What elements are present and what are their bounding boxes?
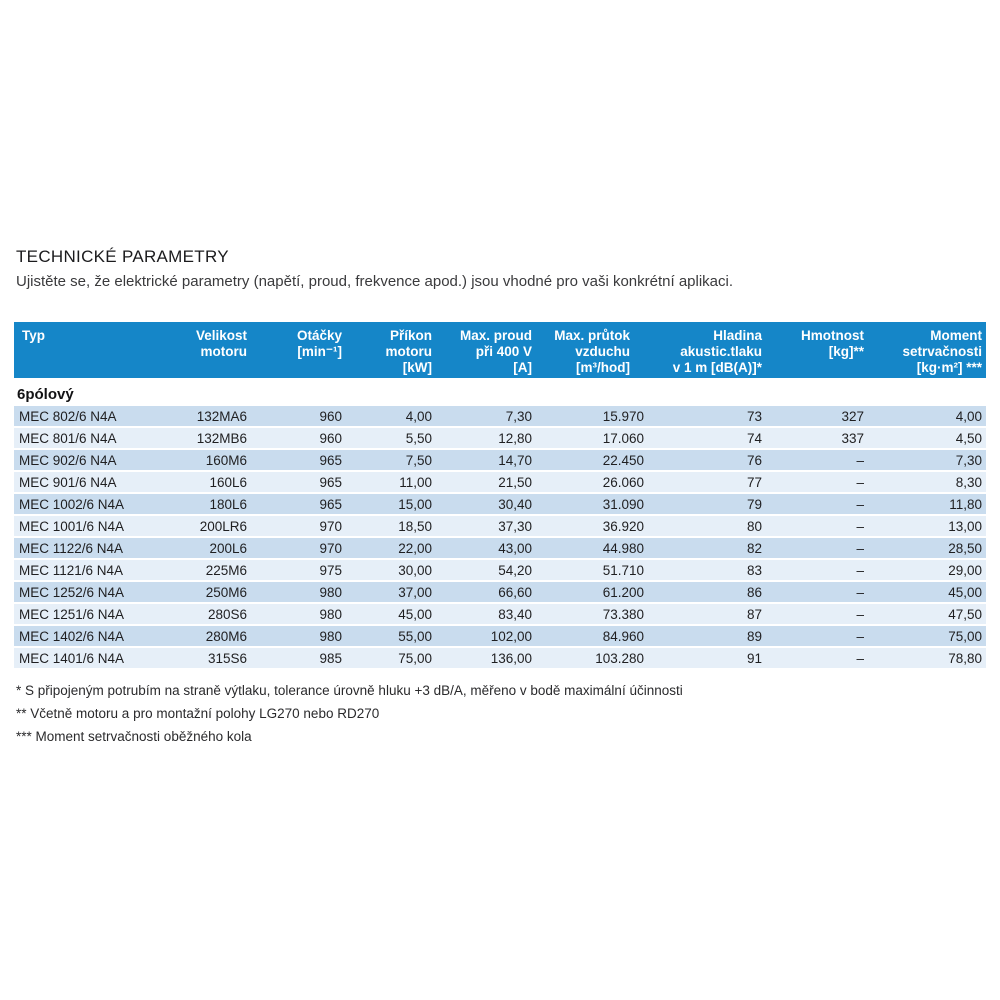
table-cell: 73.380 <box>536 603 648 625</box>
table-row <box>14 537 986 559</box>
table-cell: 970 <box>251 515 346 537</box>
table-cell: 86 <box>648 581 766 603</box>
header-cell-1 <box>14 322 156 378</box>
table-cell: 7,50 <box>346 449 436 471</box>
table-cell: 45,00 <box>346 603 436 625</box>
table-cell: 980 <box>251 625 346 647</box>
table-cell: MEC 902/6 N4A <box>14 449 156 471</box>
table-cell: – <box>766 471 868 493</box>
table-cell: 8,30 <box>868 471 986 493</box>
table-cell: 7,30 <box>868 449 986 471</box>
header-line: Typ <box>22 328 45 343</box>
table-row <box>14 559 986 581</box>
header-line: Příkon <box>389 328 432 343</box>
technical-parameters-table <box>14 322 986 670</box>
table-cell: 4,00 <box>346 406 436 427</box>
table-cell: 21,50 <box>436 471 536 493</box>
table-cell: 970 <box>251 537 346 559</box>
table-cell: 78,80 <box>868 647 986 669</box>
table-cell: 91 <box>648 647 766 669</box>
table-cell: 102,00 <box>436 625 536 647</box>
header-line: Moment <box>930 328 982 343</box>
table-cell: 47,50 <box>868 603 986 625</box>
header-line: Otáčky <box>296 328 342 343</box>
table-cell: 180L6 <box>156 493 251 515</box>
header-line: Max. proud <box>459 328 532 343</box>
table-cell: 77 <box>648 471 766 493</box>
table-cell: 965 <box>251 471 346 493</box>
table-cell: 136,00 <box>436 647 536 669</box>
table-cell: 11,00 <box>346 471 436 493</box>
table-cell: 66,60 <box>436 581 536 603</box>
table-cell: 87 <box>648 603 766 625</box>
table-cell: 61.200 <box>536 581 648 603</box>
table-cell: – <box>766 647 868 669</box>
header-line: Hmotnost <box>801 328 864 343</box>
table-cell: 4,00 <box>868 406 986 427</box>
header-cell-2 <box>156 322 251 378</box>
table-cell: 965 <box>251 493 346 515</box>
table-cell: 12,80 <box>436 427 536 449</box>
table-cell: 30,00 <box>346 559 436 581</box>
table-cell: 327 <box>766 406 868 427</box>
footnote-2: ** Včetně motoru a pro montažní polohy LG270 nebo RD270 <box>16 706 380 721</box>
table-cell: – <box>766 537 868 559</box>
table-cell: 28,50 <box>868 537 986 559</box>
table-cell: 84.960 <box>536 625 648 647</box>
table-cell: 36.920 <box>536 515 648 537</box>
section-label: 6pólový <box>14 378 986 406</box>
table-cell: 80 <box>648 515 766 537</box>
table-cell: MEC 801/6 N4A <box>14 427 156 449</box>
table-cell: 83,40 <box>436 603 536 625</box>
table-cell: 200LR6 <box>156 515 251 537</box>
header-line: při 400 V <box>475 344 532 359</box>
table-cell: 280M6 <box>156 625 251 647</box>
header-line: vzduchu <box>575 344 630 359</box>
header-line: setrvačnosti <box>902 344 982 359</box>
table-cell: MEC 1122/6 N4A <box>14 537 156 559</box>
table-cell: 15.970 <box>536 406 648 427</box>
table-cell: 76 <box>648 449 766 471</box>
table-row <box>14 581 986 603</box>
table-cell: 250M6 <box>156 581 251 603</box>
table-cell: – <box>766 625 868 647</box>
table-cell: 30,40 <box>436 493 536 515</box>
page-subtitle: Ujistěte se, že elektrické parametry (napětí, proud, frekvence apod.) jsou vhodné pro vaši konkrétní aplikaci. <box>16 273 734 290</box>
header-line: motoru <box>385 344 432 359</box>
table-cell: MEC 1401/6 N4A <box>14 647 156 669</box>
table-cell: 980 <box>251 581 346 603</box>
table-row <box>14 493 986 515</box>
table-cell: 31.090 <box>536 493 648 515</box>
table-cell: 225M6 <box>156 559 251 581</box>
table-cell: 7,30 <box>436 406 536 427</box>
header-line: Hladina <box>713 328 762 343</box>
header-cell-3 <box>251 322 346 378</box>
header-line: [m³/hod] <box>576 360 630 375</box>
table-cell: 51.710 <box>536 559 648 581</box>
table-cell: 22,00 <box>346 537 436 559</box>
header-line: [kg·m²] *** <box>916 360 982 375</box>
table-cell: 985 <box>251 647 346 669</box>
table-row <box>14 427 986 449</box>
header-line: v 1 m [dB(A)]* <box>672 360 762 375</box>
table-cell: – <box>766 603 868 625</box>
table-cell: 79 <box>648 493 766 515</box>
footnotes <box>16 679 683 748</box>
table-cell: 89 <box>648 625 766 647</box>
table-cell: 975 <box>251 559 346 581</box>
table-cell: 54,20 <box>436 559 536 581</box>
table-cell: – <box>766 581 868 603</box>
header-cell-4 <box>346 322 436 378</box>
header-line: motoru <box>200 344 247 359</box>
page-title: TECHNICKÉ PARAMETRY <box>16 247 229 266</box>
table-cell: 17.060 <box>536 427 648 449</box>
header-line: [min⁻¹] <box>297 344 342 359</box>
table-cell: 83 <box>648 559 766 581</box>
table-row <box>14 625 986 647</box>
table-cell: MEC 802/6 N4A <box>14 406 156 427</box>
table-cell: 315S6 <box>156 647 251 669</box>
header-cell-8 <box>766 322 868 378</box>
header-line: Max. průtok <box>554 328 630 343</box>
table-cell: – <box>766 559 868 581</box>
table-cell: 75,00 <box>868 625 986 647</box>
table-header-row <box>14 322 986 378</box>
table-cell: MEC 1251/6 N4A <box>14 603 156 625</box>
table-cell: MEC 1001/6 N4A <box>14 515 156 537</box>
table-cell: 29,00 <box>868 559 986 581</box>
table-cell: 55,00 <box>346 625 436 647</box>
table-cell: 37,30 <box>436 515 536 537</box>
header-line: akustic.tlaku <box>680 344 762 359</box>
table-cell: MEC 1402/6 N4A <box>14 625 156 647</box>
table-cell: 280S6 <box>156 603 251 625</box>
table-cell: MEC 1002/6 N4A <box>14 493 156 515</box>
table-cell: 18,50 <box>346 515 436 537</box>
table-cell: 14,70 <box>436 449 536 471</box>
section-row <box>14 378 986 406</box>
table-cell: 43,00 <box>436 537 536 559</box>
table-cell: 200L6 <box>156 537 251 559</box>
table-cell: 337 <box>766 427 868 449</box>
table-row <box>14 449 986 471</box>
footnote-3: *** Moment setrvačnosti oběžného kola <box>16 729 252 744</box>
table-row <box>14 406 986 427</box>
header-line: [kW] <box>402 360 432 375</box>
table-cell: 960 <box>251 427 346 449</box>
table-cell: 960 <box>251 406 346 427</box>
header-line: Velikost <box>195 328 247 343</box>
table-row <box>14 515 986 537</box>
header-line: [kg]** <box>828 344 864 359</box>
table-cell: 44.980 <box>536 537 648 559</box>
table-cell: 132MB6 <box>156 427 251 449</box>
table-cell: – <box>766 449 868 471</box>
table-cell: 75,00 <box>346 647 436 669</box>
header-cell-6 <box>536 322 648 378</box>
table-cell: MEC 901/6 N4A <box>14 471 156 493</box>
table-cell: MEC 1252/6 N4A <box>14 581 156 603</box>
table-cell: 73 <box>648 406 766 427</box>
table-cell: 160L6 <box>156 471 251 493</box>
table-cell: 22.450 <box>536 449 648 471</box>
table-cell: 26.060 <box>536 471 648 493</box>
table-cell: 160M6 <box>156 449 251 471</box>
table-cell: 980 <box>251 603 346 625</box>
table-cell: 74 <box>648 427 766 449</box>
table-cell: 103.280 <box>536 647 648 669</box>
table-cell: – <box>766 515 868 537</box>
table-cell: – <box>766 493 868 515</box>
table-cell: 5,50 <box>346 427 436 449</box>
footnote-1: * S připojeným potrubím na straně výtlaku, tolerance úrovně hluku +3 dB/A, měřeno v bodě maximální účinnosti <box>16 683 683 698</box>
table-cell: 965 <box>251 449 346 471</box>
table-cell: 13,00 <box>868 515 986 537</box>
table-cell: 4,50 <box>868 427 986 449</box>
table-row <box>14 647 986 669</box>
table-cell: 11,80 <box>868 493 986 515</box>
table-cell: MEC 1121/6 N4A <box>14 559 156 581</box>
header-line: [A] <box>513 360 532 375</box>
table-cell: 15,00 <box>346 493 436 515</box>
table-cell: 37,00 <box>346 581 436 603</box>
table-row <box>14 603 986 625</box>
table-cell: 132MA6 <box>156 406 251 427</box>
table-cell: 45,00 <box>868 581 986 603</box>
table-row <box>14 471 986 493</box>
header-cell-7 <box>648 322 766 378</box>
table-cell: 82 <box>648 537 766 559</box>
header-cell-9 <box>868 322 986 378</box>
header-cell-5 <box>436 322 536 378</box>
